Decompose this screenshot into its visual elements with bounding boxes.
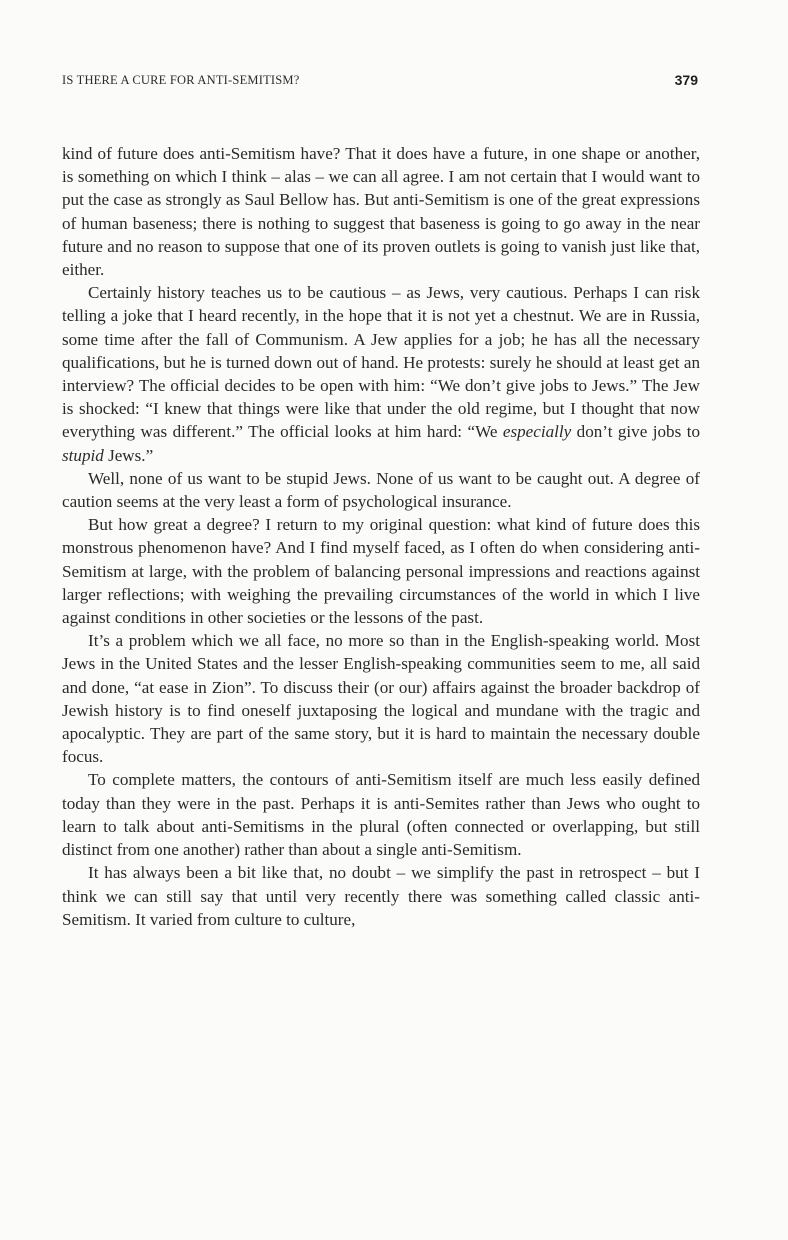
paragraph-2-text-c: Jews.” [103,445,154,465]
paragraph-1: kind of future does anti-Semitism have? That it does have a future, in one shape or another, is something on which I think – alas – we can all agree. I am not certain that I would want to put the case as strongly as Saul Bellow has. But anti-Semitism is one of the great expressions of human baseness; there is nothing to suggest that baseness is going to go away in the near future and no reason to suppose that one of its proven outlets is going to vanish just like that, either. [62,144,700,280]
paragraph-4: But how great a degree? I return to my original question: what kind of future does this monstrous phenomenon have? And I find myself faced, as I often do when considering anti-Semitism at large, with the problem of balancing personal impressions and reactions against larger reflections; with weighing the prevailing circumstances of the world in which I live against conditions in other societies or the lessons of the past. [62,515,700,628]
emphasis-stupid: stupid [62,445,104,465]
running-title: IS THERE A CURE FOR ANTI-SEMITISM? [62,73,300,87]
body-text [62,142,700,931]
paragraph-2-text-b: don’t give jobs to [571,422,700,442]
paragraph-6: To complete matters, the contours of anti-Semitism itself are much less easily defined today than they were in the past. Perhaps it is anti-Semites rather than Jews who ought to learn to talk about anti-Semitisms in the plural (often connected or overlapping, but still distinct from one another) rather than about a single anti-Semitism. [62,770,700,860]
page-number: 379 [674,72,698,88]
emphasis-especially: especially [502,422,572,442]
paragraph-2-text-a: Certainly history teaches us to be cautious – as Jews, very cautious. Perhaps I can risk telling a joke that I heard recently, in the hope that it is not yet a chestnut. We are in Russia, some time after the fall of Communism. A Jew applies for a job; he has all the necessary qualifications, but he is turned down out of hand. He protests: surely he should at least get an interview? The official decides to be open with him: “We don’t give jobs to Jews.” The Jew is shocked: “I knew that things were like that under the old regime, but I thought that now everything was different.” The official looks at him hard: “We [62,283,700,442]
paragraph-5: It’s a problem which we all face, no more so than in the English-speaking world. Most Jews in the United States and the lesser English-speaking communities seem to me, all said and done, “at ease in Zion”. To discuss their (or our) affairs against the broader backdrop of Jewish history is to find oneself juxtaposing the logical and mundane with the tragic and apocalyptic. They are part of the same story, but it is hard to maintain the necessary double focus. [62,631,700,767]
paragraph-7: It has always been a bit like that, no doubt – we simplify the past in retrospect – but I think we can still say that until very recently there was something called classic anti-Semitism. It varied from culture to culture, [62,863,700,929]
paragraph-3: Well, none of us want to be stupid Jews. None of us want to be caught out. A degree of caution seems at the very least a form of psychological insurance. [62,468,700,512]
running-head [62,73,698,93]
paragraph-2 [62,281,700,467]
